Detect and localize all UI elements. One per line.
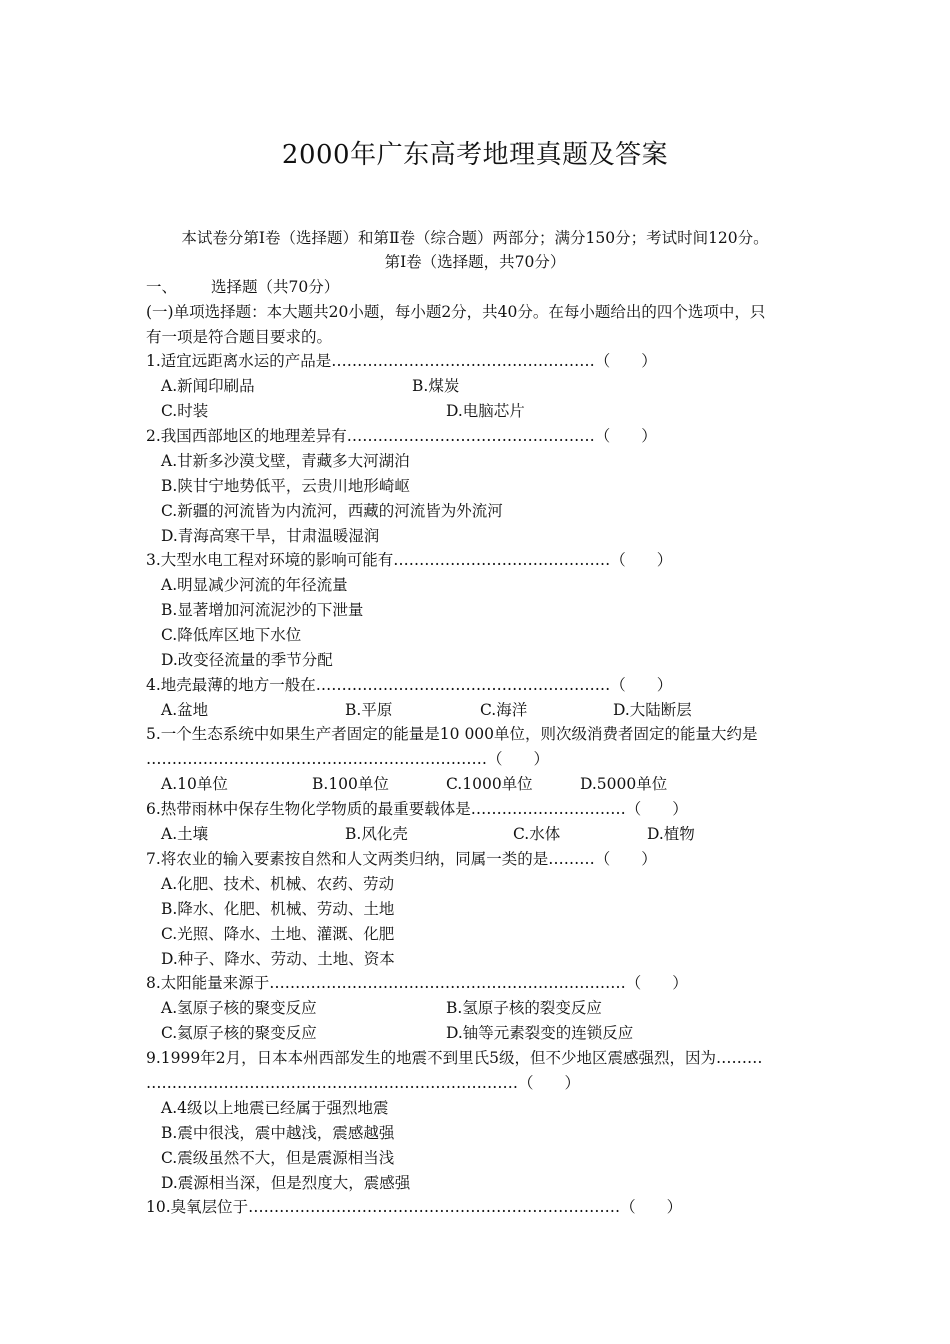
question-5-option-a: A.10单位 xyxy=(161,775,228,793)
question-5-stem-cont: …………………………………………………………（ ） xyxy=(146,750,550,768)
question-9-option-a: A.4级以上地震已经属于强烈地震 xyxy=(161,1099,389,1117)
question-1-option-d: D.电脑芯片 xyxy=(446,402,525,420)
question-5-option-b: B.100单位 xyxy=(312,775,389,793)
question-8-option-d: D.铀等元素裂变的连锁反应 xyxy=(446,1024,634,1042)
subsection-instructions-line1: (一)单项选择题：本大题共20小题，每小题2分，共40分。在每小题给出的四个选项中，只 xyxy=(146,303,766,321)
question-9-stem-cont: ………………………………………………………………（ ） xyxy=(146,1074,581,1092)
question-9-option-b: B.震中很浅，震中越浅，震感越强 xyxy=(161,1124,395,1142)
question-4-stem: 4.地壳最薄的地方一般在…………………………………………………（ ） xyxy=(146,676,673,694)
section-number: 一、 xyxy=(146,278,178,296)
question-8-stem: 8.太阳能量来源于……………………………………………………………（ ） xyxy=(146,974,688,992)
question-3-option-c: C.降低库区地下水位 xyxy=(161,626,302,644)
question-3-stem: 3.大型水电工程对环境的影响可能有……………………………………（ ） xyxy=(146,551,673,569)
question-2-option-a: A.甘新多沙漠戈壁，青藏多大河湖泊 xyxy=(161,452,410,470)
question-7-option-d: D.种子、降水、劳动、土地、资本 xyxy=(161,950,395,968)
question-6-option-a: A.土壤 xyxy=(161,825,209,843)
question-2-option-b: B.陕甘宁地势低平，云贵川地形崎岖 xyxy=(161,477,410,495)
question-8-option-c: C.氦原子核的聚变反应 xyxy=(161,1024,317,1042)
subsection-instructions-line2: 有一项是符合题目要求的。 xyxy=(146,328,333,346)
question-1-stem: 1.适宜远距离水运的产品是……………………………………………（ ） xyxy=(146,352,657,370)
exam-intro: 本试卷分第Ⅰ卷（选择题）和第Ⅱ卷（综合题）两部分；满分150分；考试时间120分。 xyxy=(181,229,769,247)
question-7-option-c: C.光照、降水、土地、灌溉、化肥 xyxy=(161,925,395,943)
question-1-option-b: B.煤炭 xyxy=(412,377,460,395)
question-4-option-c: C.海洋 xyxy=(480,701,528,719)
question-4-option-b: B.平原 xyxy=(345,701,393,719)
question-6-stem: 6.热带雨林中保存生物化学物质的最重要载体是…………………………（ ） xyxy=(146,800,688,818)
question-5-option-c: C.1000单位 xyxy=(446,775,533,793)
question-7-option-b: B.降水、化肥、机械、劳动、土地 xyxy=(161,900,395,918)
question-3-option-a: A.明显减少河流的年径流量 xyxy=(161,576,348,594)
question-8-option-b: B.氢原子核的裂变反应 xyxy=(446,999,602,1017)
document-title: 2000年广东高考地理真题及答案 xyxy=(281,140,669,170)
question-2-option-d: D.青海高寒干旱，甘肃温暖湿润 xyxy=(161,527,380,545)
question-3-option-b: B.显著增加河流泥沙的下泄量 xyxy=(161,601,364,619)
question-9-stem: 9.1999年2月，日本本州西部发生的地震不到里氏5级，但不少地区震感强烈，因为……… xyxy=(146,1049,763,1067)
question-7-stem: 7.将农业的输入要素按自然和人文两类归纳，同属一类的是………（ ） xyxy=(146,850,657,868)
question-1-option-a: A.新闻印刷品 xyxy=(161,377,255,395)
question-5-stem: 5.一个生态系统中如果生产者固定的能量是10 000单位，则次级消费者固定的能量大约是 xyxy=(146,725,758,743)
question-7-option-a: A.化肥、技术、机械、农药、劳动 xyxy=(161,875,395,893)
question-2-stem: 2.我国西部地区的地理差异有…………………………………………（ ） xyxy=(146,427,657,445)
question-4-option-a: A.盆地 xyxy=(161,701,209,719)
part-one-heading: 第Ⅰ卷（选择题，共70分） xyxy=(384,253,566,271)
question-8-option-a: A.氢原子核的聚变反应 xyxy=(161,999,317,1017)
question-9-option-d: D.震源相当深，但是烈度大，震感强 xyxy=(161,1174,411,1192)
question-6-option-c: C.水体 xyxy=(513,825,561,843)
question-5-option-d: D.5000单位 xyxy=(580,775,668,793)
section-title: 选择题（共70分） xyxy=(211,278,340,296)
question-4-option-d: D.大陆断层 xyxy=(613,701,692,719)
question-10-stem: 10.臭氧层位于………………………………………………………………（ ） xyxy=(146,1198,683,1216)
question-6-option-b: B.风化壳 xyxy=(345,825,408,843)
question-9-option-c: C.震级虽然不大，但是震源相当浅 xyxy=(161,1149,395,1167)
question-1-option-c: C.时装 xyxy=(161,402,209,420)
question-6-option-d: D.植物 xyxy=(647,825,695,843)
question-3-option-d: D.改变径流量的季节分配 xyxy=(161,651,333,669)
question-2-option-c: C.新疆的河流皆为内流河，西藏的河流皆为外流河 xyxy=(161,502,503,520)
